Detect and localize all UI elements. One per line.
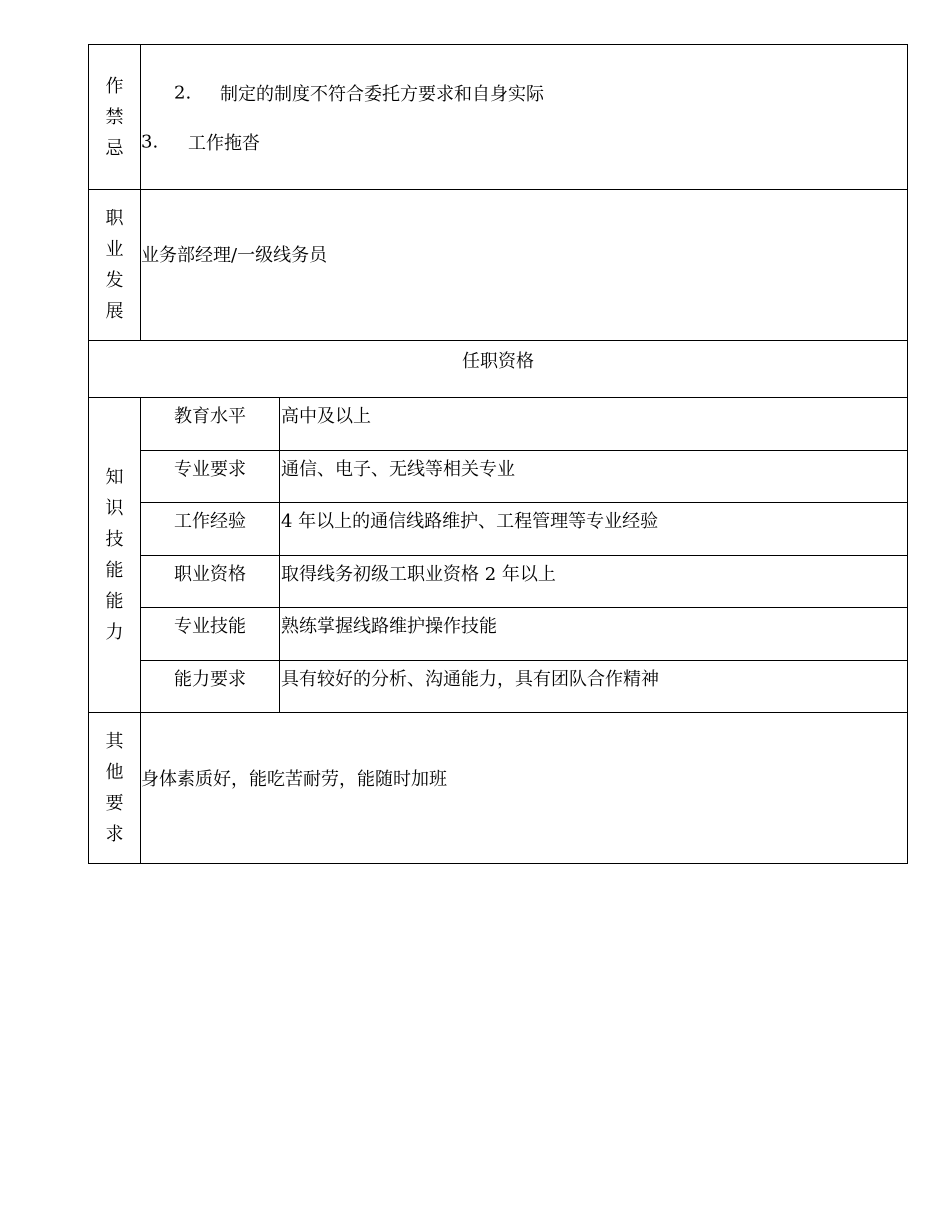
- other-requirements-label: [89, 713, 141, 864]
- knowledge-skills-label-char: 能: [105, 560, 124, 581]
- prohibitions-content: [141, 45, 908, 190]
- knowledge-skills-label-char: 能: [105, 591, 124, 612]
- prohibition-item: [141, 68, 907, 117]
- qualification-row: [89, 661, 908, 713]
- knowledge-skills-label-char: 知: [105, 467, 124, 488]
- career-label-char: 业: [105, 239, 124, 260]
- prohibitions-label-char: 禁: [105, 106, 124, 128]
- qualification-value: 高中及以上: [280, 398, 908, 451]
- qualification-value: 具有较好的分析、沟通能力，具有团队合作精神: [280, 661, 908, 713]
- other-requirements-label-char: 求: [105, 824, 124, 845]
- prohibitions-label: [89, 45, 141, 190]
- prohibition-item: [141, 117, 907, 166]
- other-requirements-row: [89, 713, 908, 864]
- qualification-name: 专业要求: [141, 451, 280, 503]
- qualification-value: 通信、电子、无线等相关专业: [280, 451, 908, 503]
- prohibitions-row: [89, 45, 908, 190]
- qualification-row: [89, 503, 908, 556]
- qualification-name: 能力要求: [141, 661, 280, 713]
- knowledge-skills-label-char: 力: [105, 622, 124, 643]
- job-description-table: [88, 44, 908, 864]
- qualification-row: [89, 451, 908, 503]
- prohibitions-label-char: 忌: [105, 137, 124, 159]
- qualifications-title: 任职资格: [89, 341, 908, 398]
- prohibition-item-number: 2.: [174, 82, 192, 103]
- knowledge-skills-label: [89, 398, 141, 713]
- prohibition-item-number: 3.: [141, 131, 159, 152]
- qualification-value: 4 年以上的通信线路维护、工程管理等专业经验: [280, 503, 908, 556]
- qualification-name: 职业资格: [141, 556, 280, 608]
- qualification-value: 熟练掌握线路维护操作技能: [280, 608, 908, 661]
- prohibition-item-text: 工作拖沓: [188, 132, 260, 154]
- career-path-text: 业务部经理/一级线务员: [141, 190, 908, 341]
- qualification-name: 教育水平: [141, 398, 280, 451]
- career-label-char: 职: [105, 208, 124, 229]
- prohibition-item-text: 制定的制度不符合委托方要求和自身实际: [220, 83, 544, 105]
- qualification-row: [89, 608, 908, 661]
- qualification-row: [89, 398, 908, 451]
- qualification-row: [89, 556, 908, 608]
- knowledge-skills-label-char: 识: [105, 498, 124, 519]
- prohibitions-label-char: 作: [105, 75, 124, 97]
- career-label-char: 展: [105, 301, 124, 322]
- career-row: [89, 190, 908, 341]
- qualification-name: 专业技能: [141, 608, 280, 661]
- career-label-char: 发: [105, 270, 124, 291]
- other-requirements-text: 身体素质好，能吃苦耐劳，能随时加班: [141, 713, 908, 864]
- other-requirements-label-char: 要: [105, 793, 124, 814]
- other-requirements-label-char: 其: [105, 731, 124, 752]
- qualification-value: 取得线务初级工职业资格 2 年以上: [280, 556, 908, 608]
- career-label: [89, 190, 141, 341]
- qualification-name: 工作经验: [141, 503, 280, 556]
- knowledge-skills-label-char: 技: [105, 529, 124, 550]
- other-requirements-label-char: 他: [105, 762, 124, 783]
- qualifications-title-row: [89, 341, 908, 398]
